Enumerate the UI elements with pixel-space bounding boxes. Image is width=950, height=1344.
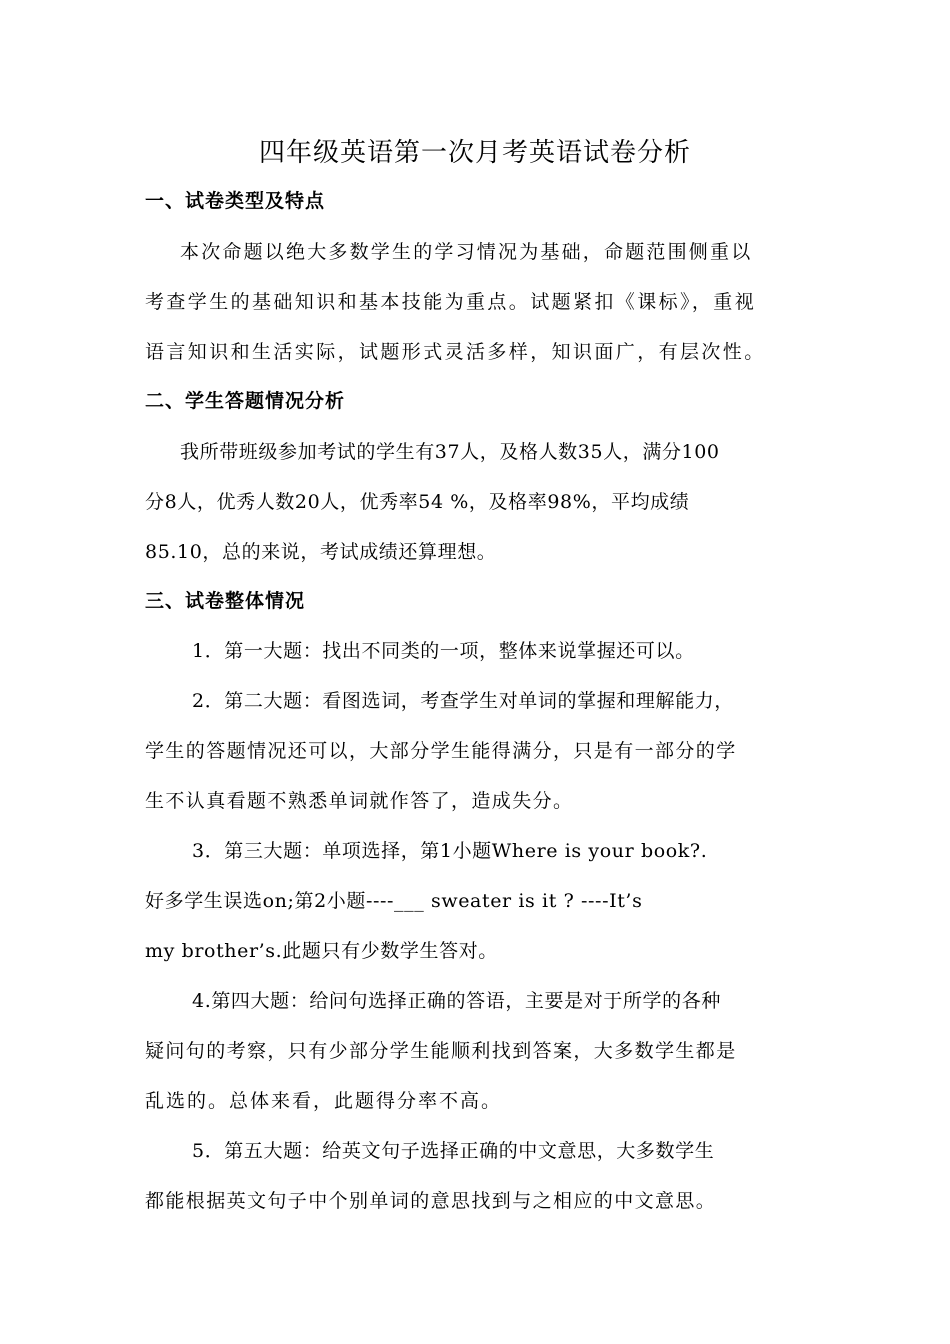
- list-item-line: 2．第二大题：看图选词，考查学生对单词的掌握和理解能力，: [192, 690, 734, 712]
- list-item-line: 3．第三大题：单项选择，第1小题Where is your book?.: [192, 840, 708, 862]
- section-heading-1: 一、试卷类型及特点: [145, 190, 326, 212]
- paragraph-line: 好多学生误选on;第2小题----___ sweater is it ? ----It’s: [145, 890, 643, 912]
- section-heading-2: 二、学生答题情况分析: [145, 390, 346, 412]
- document-title: 四年级英语第一次月考英语试卷分析: [258, 138, 691, 168]
- paragraph-line: my brother’s.此题只有少数学生答对。: [145, 940, 498, 962]
- paragraph-line: 乱选的。总体来看，此题得分率不高。: [145, 1090, 503, 1112]
- paragraph-line: 疑问句的考察，只有少部分学生能顺利找到答案，大多数学生都是: [145, 1040, 737, 1062]
- paragraph-line: 分8人，优秀人数20人，优秀率54 %，及格率98%，平均成绩: [145, 491, 690, 513]
- paragraph-line: 学生的答题情况还可以，大部分学生能得满分，只是有一部分的学: [145, 740, 737, 762]
- paragraph-line: 本次命题以绝大多数学生的学习情况为基础，命题范围侧重以: [180, 241, 753, 263]
- paragraph-line: 语言知识和生活实际，试题形式灵活多样，知识面广，有层次性。: [145, 341, 766, 363]
- paragraph-line: 生不认真看题不熟悉单词就作答了，造成失分。: [145, 790, 574, 812]
- paragraph-line: 85.10，总的来说，考试成绩还算理想。: [145, 541, 497, 563]
- list-item-line: 4.第四大题：给问句选择正确的答语，主要是对于所学的各种: [192, 990, 721, 1012]
- paragraph-line: 我所带班级参加考试的学生有37人，及格人数35人，满分100: [180, 441, 720, 463]
- paragraph-line: 都能根据英文句子中个别单词的意思找到与之相应的中文意思。: [145, 1190, 717, 1212]
- list-item-line: 5．第五大题：给英文句子选择正确的中文意思，大多数学生: [192, 1140, 715, 1162]
- paragraph-line: 考查学生的基础知识和基本技能为重点。试题紧扣《课标》，重视: [145, 291, 757, 313]
- list-item-line: 1．第一大题：找出不同类的一项，整体来说掌握还可以。: [192, 640, 695, 662]
- section-heading-3: 三、试卷整体情况: [145, 590, 306, 612]
